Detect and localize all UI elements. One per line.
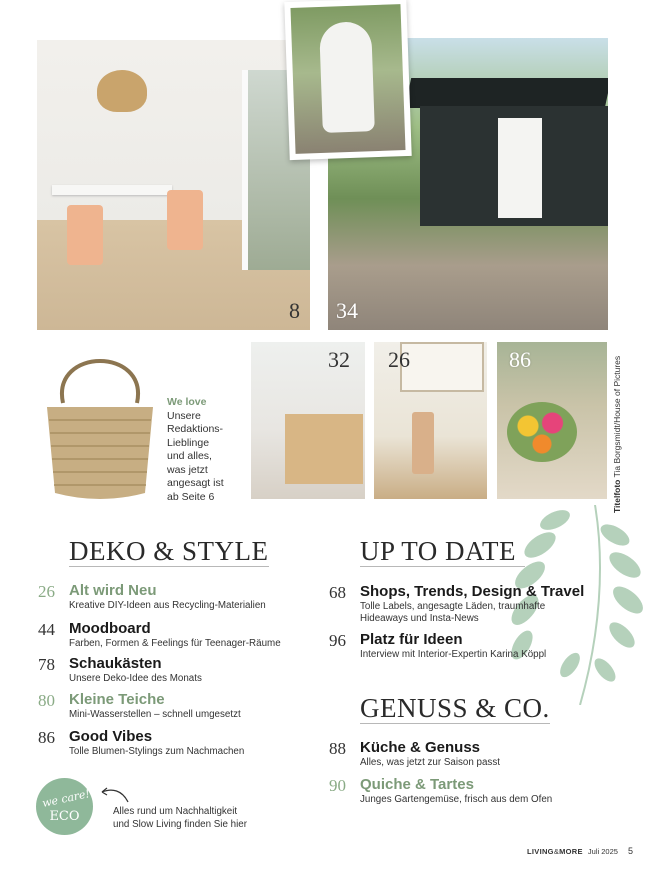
toc-subtitle: Tolle Labels, angesagte Läden, traumhafte (360, 601, 546, 612)
basket-image (41, 345, 159, 500)
issue-date: Juli 2025 (587, 847, 618, 856)
chair-decor (167, 190, 203, 250)
portrait-image (290, 4, 405, 154)
toc-title: Kleine Teiche (69, 691, 165, 708)
cabinet-decor (285, 414, 363, 484)
chair-decor (67, 205, 103, 265)
toc-page-number: 86 (38, 728, 55, 747)
page-ref-bath: 32 (328, 347, 350, 372)
toc-title: Platz für Ideen (360, 631, 463, 648)
divider (360, 723, 550, 724)
arrow-icon (98, 786, 130, 804)
toc-title: Good Vibes (69, 728, 153, 745)
page-ref-interior: 8 (289, 298, 300, 323)
toc-title: Quiche & Tartes (360, 776, 474, 793)
we-love-line: und alles, (167, 450, 212, 462)
brand-part: LIVING (527, 847, 554, 856)
toc-subtitle: Alles, was jetzt zur Saison passt (360, 757, 500, 768)
we-love-line: ab Seite 6 (167, 490, 215, 503)
section-title-uptodate: UP TO DATE (360, 536, 517, 566)
toc-page-number: 88 (329, 739, 346, 758)
frame-decor (400, 342, 484, 392)
eco-badge (36, 778, 93, 835)
toc-title: Schaukästen (69, 655, 162, 672)
page-ref-flowers: 86 (509, 347, 531, 372)
toc-subtitle: Unsere Deko-Idee des Monats (69, 673, 202, 684)
table-decor (52, 185, 172, 195)
section-title-deko: DEKO & STYLE (69, 536, 269, 566)
we-love-line: was jetzt (167, 463, 208, 476)
page-ref-cabin: 34 (336, 298, 358, 323)
eco-badge-line2: ECO (49, 809, 80, 824)
door-decor (498, 118, 542, 218)
toc-subtitle: Mini-Wasserstellen – schnell umgesetzt (69, 709, 241, 720)
page-ref-desk: 26 (388, 347, 410, 372)
credit-text: Tia Borgsmidt/House of Pictures (612, 355, 622, 478)
toc-subtitle: Tolle Blumen-Stylings zum Nachmachen (69, 746, 245, 757)
toc-subtitle: Kreative DIY-Ideen aus Recycling-Materialien (69, 600, 266, 611)
divider (360, 566, 525, 567)
toc-page-number: 26 (38, 582, 55, 601)
toc-title: Shops, Trends, Design & Travel (360, 583, 585, 600)
we-love-line: Redaktions- (167, 423, 224, 435)
toc-subtitle: Hideaways und Insta-News (360, 613, 479, 624)
portrait-photo (284, 0, 411, 160)
toc-title: Moodboard (69, 620, 151, 637)
eco-badge-line1: we care! (41, 787, 91, 810)
we-love-headline: We love (167, 396, 207, 408)
brand-name (527, 847, 583, 856)
pendant-lamp-decor (97, 70, 147, 112)
interior-photo (37, 40, 310, 330)
we-love-teaser (167, 396, 252, 504)
toc-page-number: 68 (329, 583, 346, 602)
page-number: 5 (628, 846, 634, 856)
roof-decor (405, 78, 608, 108)
eco-text-line: und Slow Living finden Sie hier (113, 818, 247, 830)
toc-page-number: 44 (38, 620, 55, 639)
page-footer (527, 846, 633, 856)
toc-page-number: 78 (38, 655, 55, 674)
eco-text-line: Alles rund um Nachhaltigkeit (113, 806, 238, 817)
section-title-genuss: GENUSS & CO. (360, 693, 550, 723)
we-love-line: angesagt ist (167, 477, 224, 489)
toc-subtitle: Junges Gartengemüse, frisch aus dem Ofen (360, 794, 553, 805)
brand-ampersand: & (553, 847, 560, 856)
person-figure (319, 21, 375, 133)
pen-cup-decor (412, 412, 434, 474)
bouquet-decor (507, 402, 577, 462)
brand-part: MORE (559, 847, 583, 856)
toc-page-number: 90 (329, 776, 346, 795)
photo-credit (612, 355, 624, 513)
toc-page-number: 96 (329, 631, 346, 650)
toc-subtitle: Interview mit Interior-Expertin Karina Köppl (360, 649, 547, 660)
eco-description (113, 806, 247, 831)
toc-title: Küche & Genuss (360, 739, 481, 756)
divider (69, 566, 269, 567)
toc-title: Alt wird Neu (69, 582, 157, 599)
we-love-line: Lieblinge (167, 436, 210, 449)
we-love-line: Unsere (167, 409, 201, 422)
toc-subtitle: Farben, Formen & Feelings für Teenager-Räume (69, 638, 281, 649)
toc-page-number: 80 (38, 691, 55, 710)
credit-label: Titelfoto (612, 479, 622, 513)
